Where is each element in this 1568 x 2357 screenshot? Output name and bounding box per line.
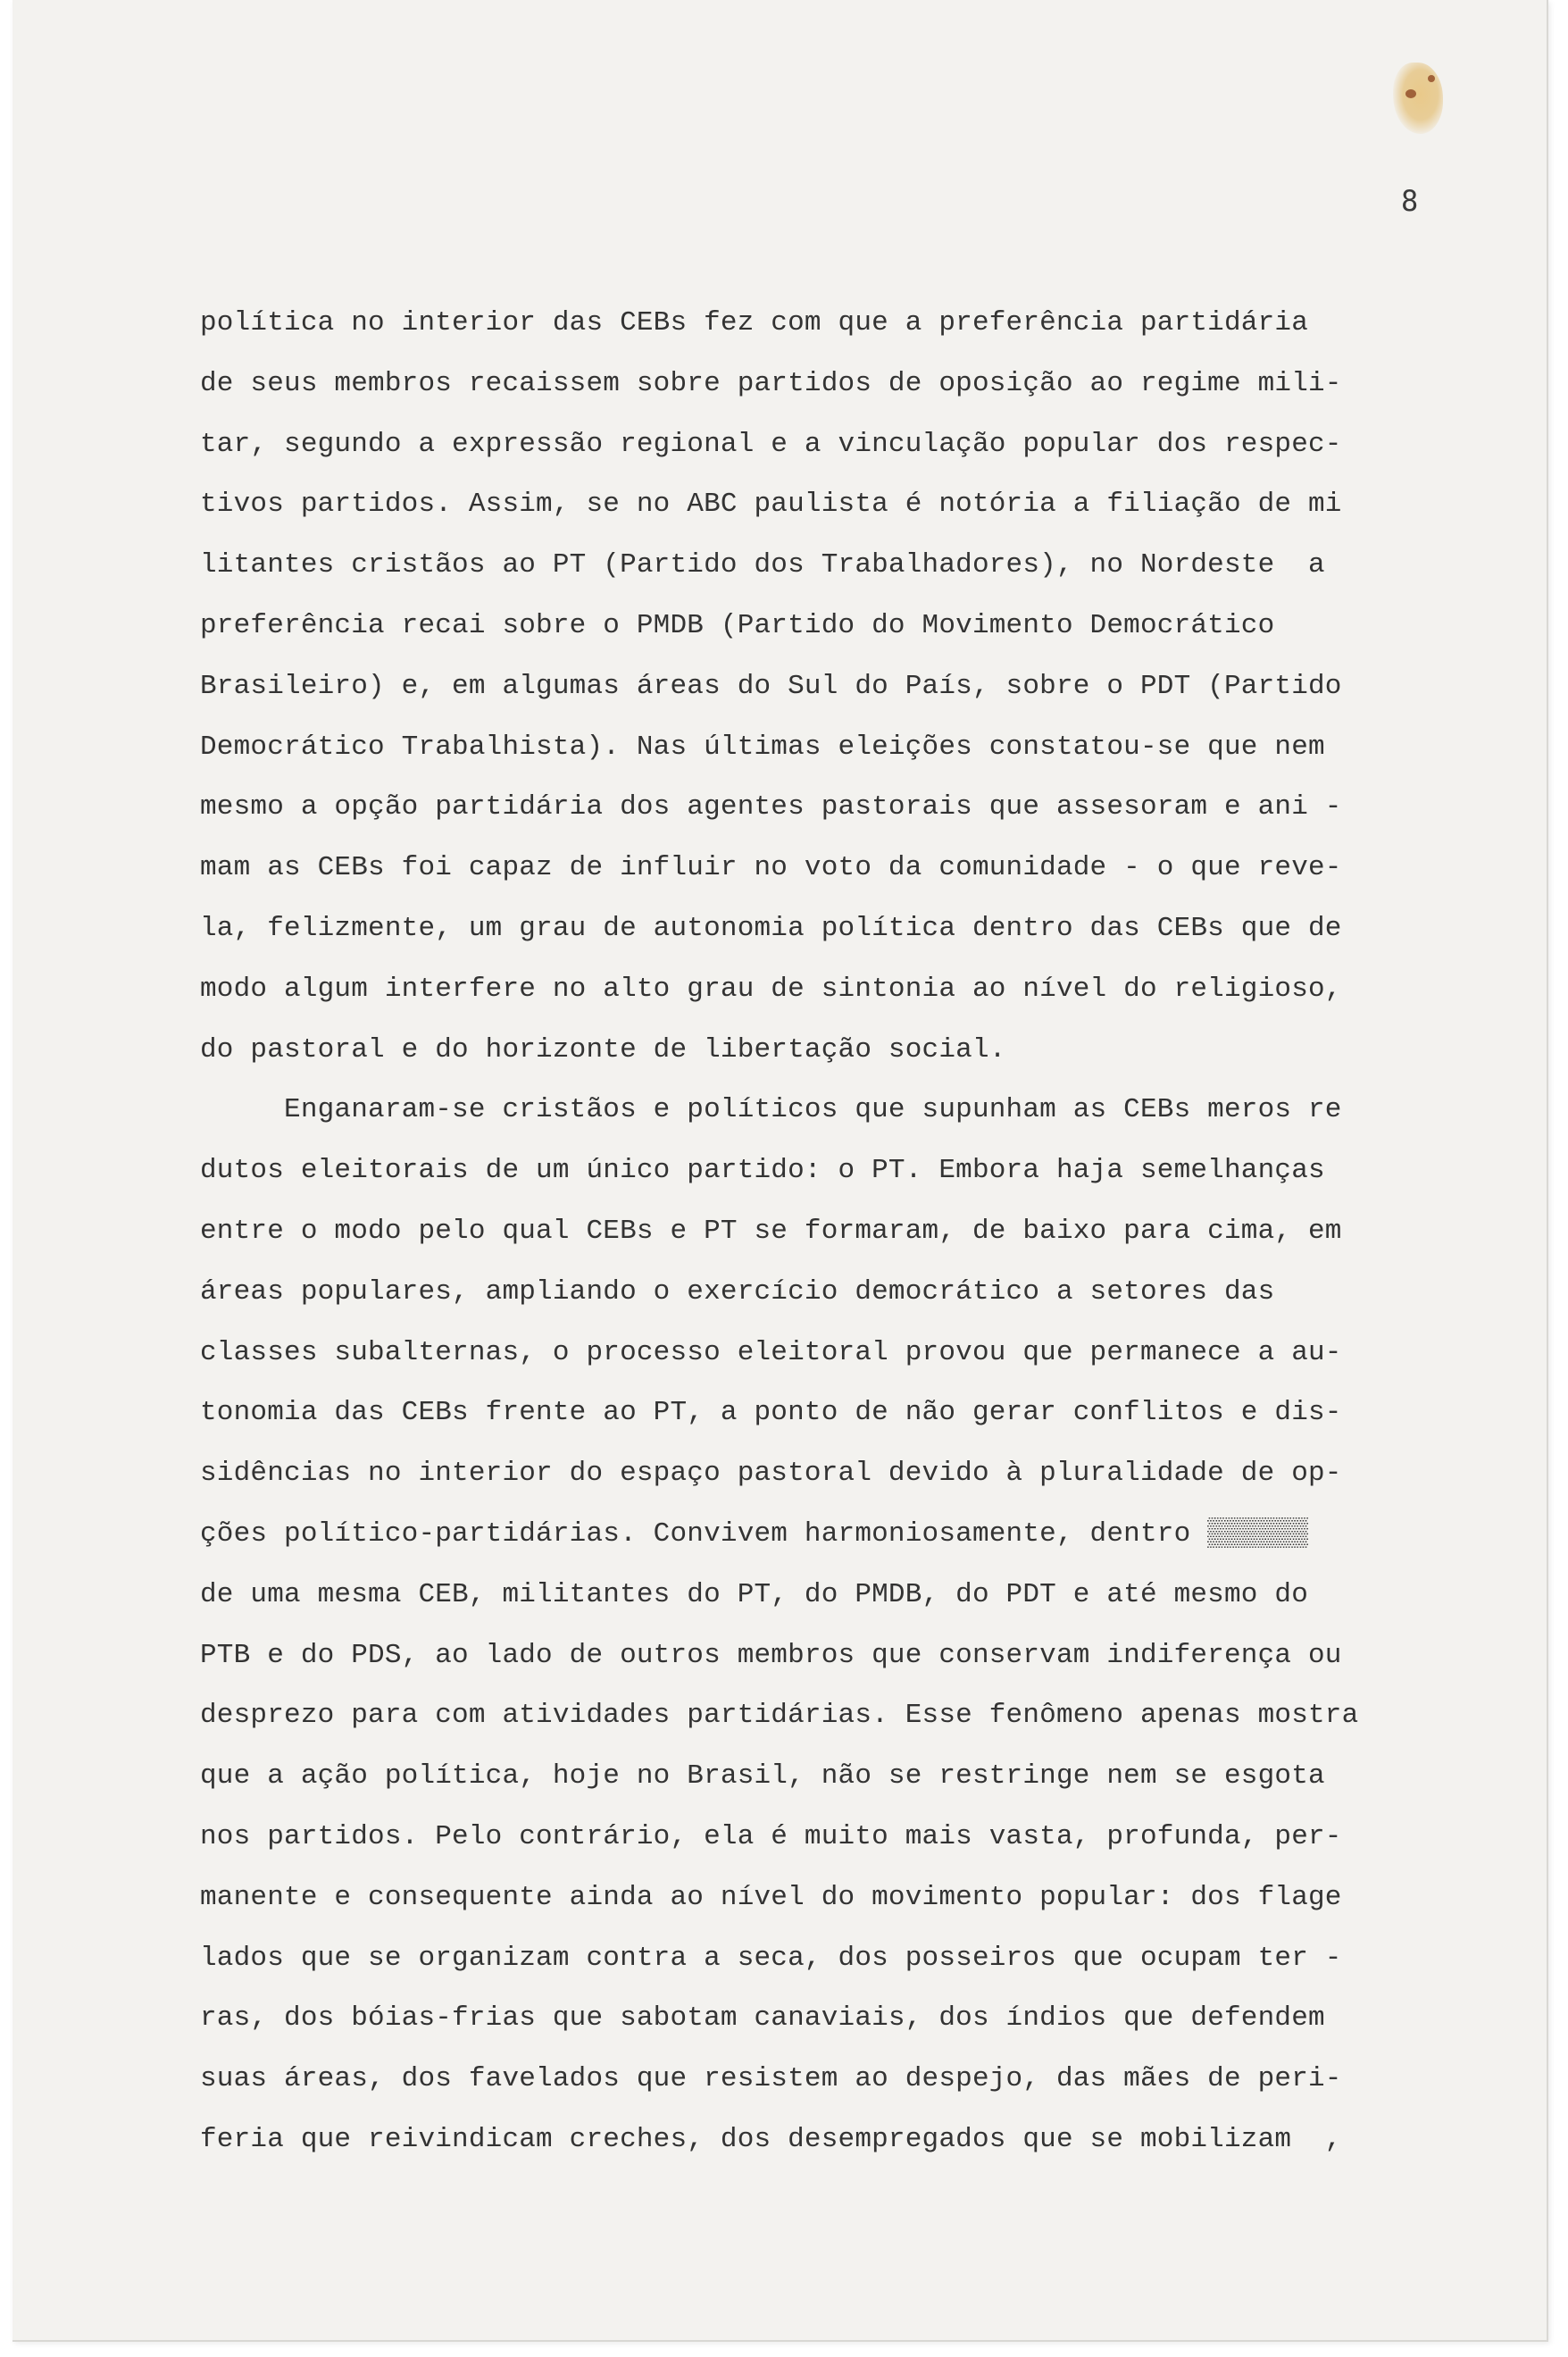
text-line: Enganaram-se cristãos e políticos que supunham as CEBs meros re: [200, 1094, 1342, 1126]
text-line: mam as CEBs foi capaz de influir no voto da comunidade - o que reve-: [200, 852, 1342, 884]
text-line: modo algum interfere no alto grau de sintonia ao nível do religioso,: [200, 973, 1342, 1005]
text-line: do pastoral e do horizonte de libertação social.: [200, 1033, 1006, 1066]
text-line: litantes cristãos ao PT (Partido dos Trabalhadores), no Nordeste a: [200, 549, 1325, 581]
stain-dot: [1405, 89, 1416, 98]
text-line: ras, dos bóias-frias que sabotam canaviais, dos índios que defendem: [200, 2002, 1325, 2035]
text-line: desprezo para com atividades partidárias. Esse fenômeno apenas mostra: [200, 1700, 1359, 1732]
text-line: de seus membros recaissem sobre partidos de oposição ao regime mili-: [200, 367, 1342, 399]
text-line: dutos eleitorais de um único partido: o PT. Embora haja semelhanças: [200, 1155, 1325, 1187]
text-line: sidências no interior do espaço pastoral devido à pluralidade de op-: [200, 1458, 1342, 1490]
text-line: que a ação política, hoje no Brasil, não se restringe nem se esgota: [200, 1760, 1325, 1793]
text-line: lados que se organizam contra a seca, dos posseiros que ocupam ter -: [200, 1942, 1342, 1974]
page-number: 8: [1401, 184, 1419, 218]
text-line: entre o modo pelo qual CEBs e PT se formaram, de baixo para cima, em: [200, 1215, 1342, 1247]
text-line: manente e consequente ainda ao nível do movimento popular: dos flage: [200, 1881, 1342, 1913]
text-line: mesmo a opção partidária dos agentes pastorais que assesoram e ani -: [200, 791, 1342, 823]
text-line: Democrático Trabalhista). Nas últimas eleições constatou-se que nem: [200, 731, 1325, 763]
text-line: PTB e do PDS, ao lado de outros membros que conservam indiferença ou: [200, 1639, 1342, 1671]
text-line: tar, segundo a expressão regional e a vinculação popular dos respec-: [200, 428, 1342, 460]
text-line: política no interior das CEBs fez com que a preferência partidária: [200, 307, 1308, 339]
text-line: suas áreas, dos favelados que resistem ao despejo, das mães de peri-: [200, 2063, 1342, 2095]
text-line: classes subalternas, o processo eleitoral provou que permanece a au-: [200, 1336, 1342, 1368]
document-page: [13, 0, 1548, 2342]
text-line: tivos partidos. Assim, se no ABC paulista é notória a filiação de mi: [200, 489, 1342, 521]
text-line: áreas populares, ampliando o exercício democrático a setores das: [200, 1275, 1275, 1308]
text-line: preferência recai sobre o PMDB (Partido do Movimento Democrático: [200, 609, 1275, 641]
text-line: nos partidos. Pelo contrário, ela é muito mais vasta, profunda, per-: [200, 1820, 1342, 1852]
text-line: Brasileiro) e, em algumas áreas do Sul do País, sobre o PDT (Partido: [200, 670, 1342, 702]
text-line: tonomia das CEBs frente ao PT, a ponto de não gerar conflitos e dis-: [200, 1397, 1342, 1429]
text-line: feria que reivindicam creches, dos desempregados que se mobilizam ,: [200, 2123, 1342, 2155]
stain-dot: [1428, 75, 1435, 82]
typewritten-text: [200, 293, 1450, 2170]
text-line: de uma mesma CEB, militantes do PT, do PMDB, do PDT e até mesmo do: [200, 1578, 1308, 1610]
text-line: ções político-partidárias. Convivem harmoniosamente, dentro ▒▒▒▒▒▒: [200, 1517, 1308, 1550]
coffee-stain-mark: [1393, 63, 1443, 134]
text-line: la, felizmente, um grau de autonomia política dentro das CEBs que de: [200, 912, 1342, 944]
